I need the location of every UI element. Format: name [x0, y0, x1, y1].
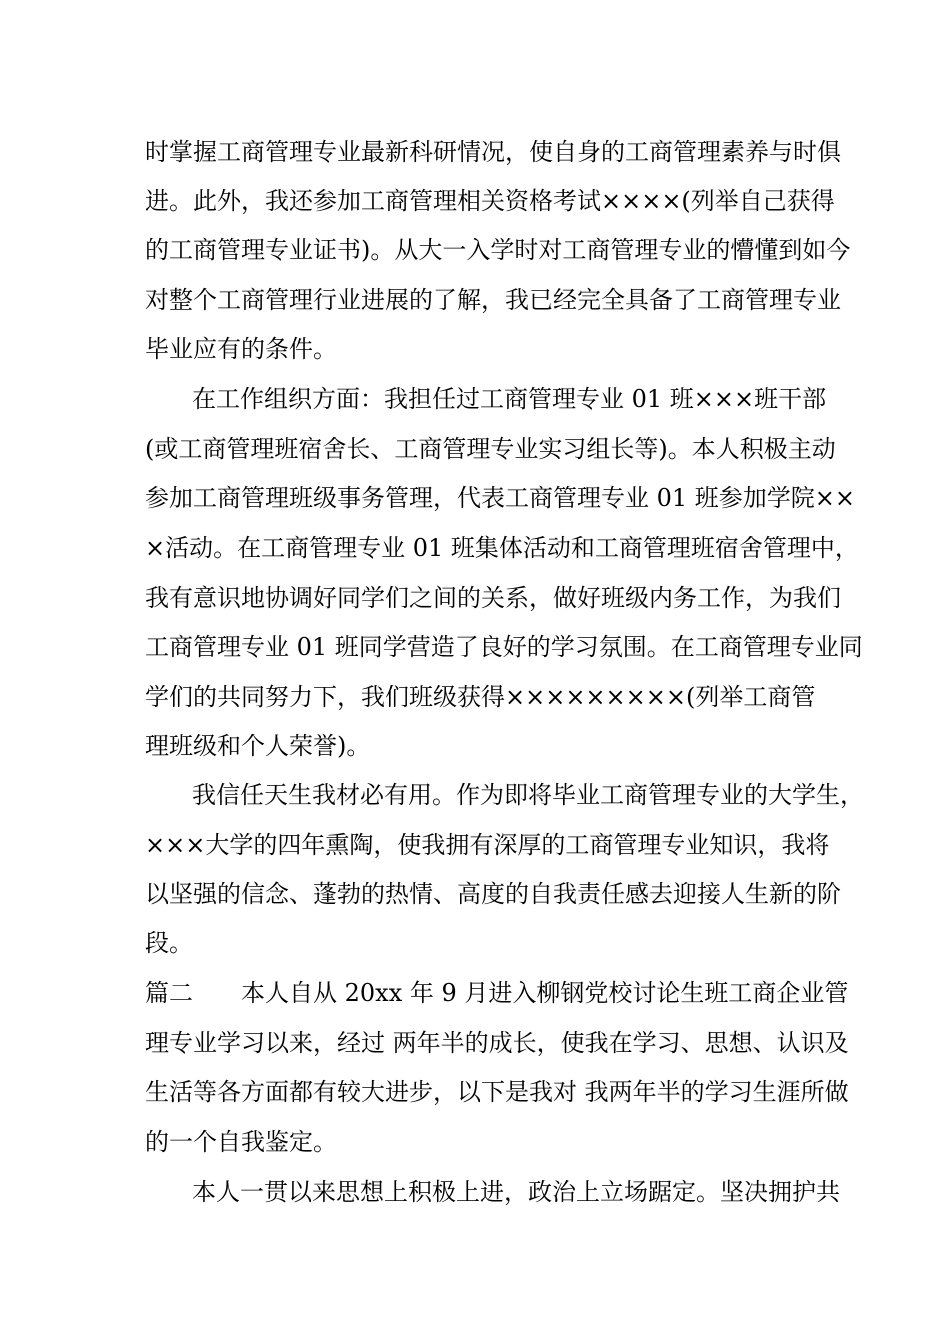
text-line: 理班级和个人荣誉)。 [145, 732, 371, 760]
text-line: 的工商管理专业证书)。从大一入学时对工商管理专业的懵懂到如今 [145, 236, 851, 264]
text-line: 的一个自我鉴定。 [145, 1128, 337, 1156]
text-line: 毕业应有的条件。 [145, 335, 337, 363]
text-line: 段。 [145, 929, 193, 957]
text-line: 学们的共同努力下，我们班级获得×××××××××(列举工商管 [145, 683, 816, 711]
text-line: 以坚强的信念、蓬勃的热情、高度的自我责任感去迎接人生新的阶 [145, 880, 841, 908]
text-line: 时掌握工商管理专业最新科研情况，使自身的工商管理素养与时俱 [145, 138, 841, 166]
text-line: 理专业学习以来，经过 两年半的成长，使我在学习、思想、认识及 [145, 1029, 849, 1057]
text-line: ×××大学的四年熏陶，使我拥有深厚的工商管理专业知识，我将 [145, 831, 830, 859]
section-heading-line: 篇二 本人自从 20xx 年 9 月进入柳钢党校讨论生班工商企业管 [145, 979, 849, 1007]
text-line: 进。此外，我还参加工商管理相关资格考试××××(列举自己获得 [145, 187, 835, 215]
paragraph-start-line: 在工作组织方面：我担任过工商管理专业 01 班×××班干部 [192, 385, 827, 413]
text-line: 我有意识地协调好同学们之间的关系，做好班级内务工作，为我们 [145, 584, 841, 612]
paragraph-start-line: 我信任天生我材必有用。作为即将毕业工商管理专业的大学生， [192, 781, 864, 809]
text-line: 生活等各方面都有较大进步，以下是我对 我两年半的学习生涯所做 [145, 1078, 849, 1106]
text-line: ×活动。在工商管理专业 01 班集体活动和工商管理班宿舍管理中， [145, 534, 859, 562]
text-line: 参加工商管理班级事务管理，代表工商管理专业 01 班参加学院×× [145, 484, 856, 512]
paragraph-start-line: 本人一贯以来思想上积极上进，政治上立场踞定。坚决拥护共 [192, 1178, 840, 1206]
text-line: 对整个工商管理行业进展的了解，我已经完全具备了工商管理专业 [145, 286, 841, 314]
text-line: (或工商管理班宿舍长、工商管理专业实习组长等)。本人积极主动 [145, 435, 836, 463]
text-line: 工商管理专业 01 班同学营造了良好的学习氛围。在工商管理专业同 [145, 633, 863, 661]
